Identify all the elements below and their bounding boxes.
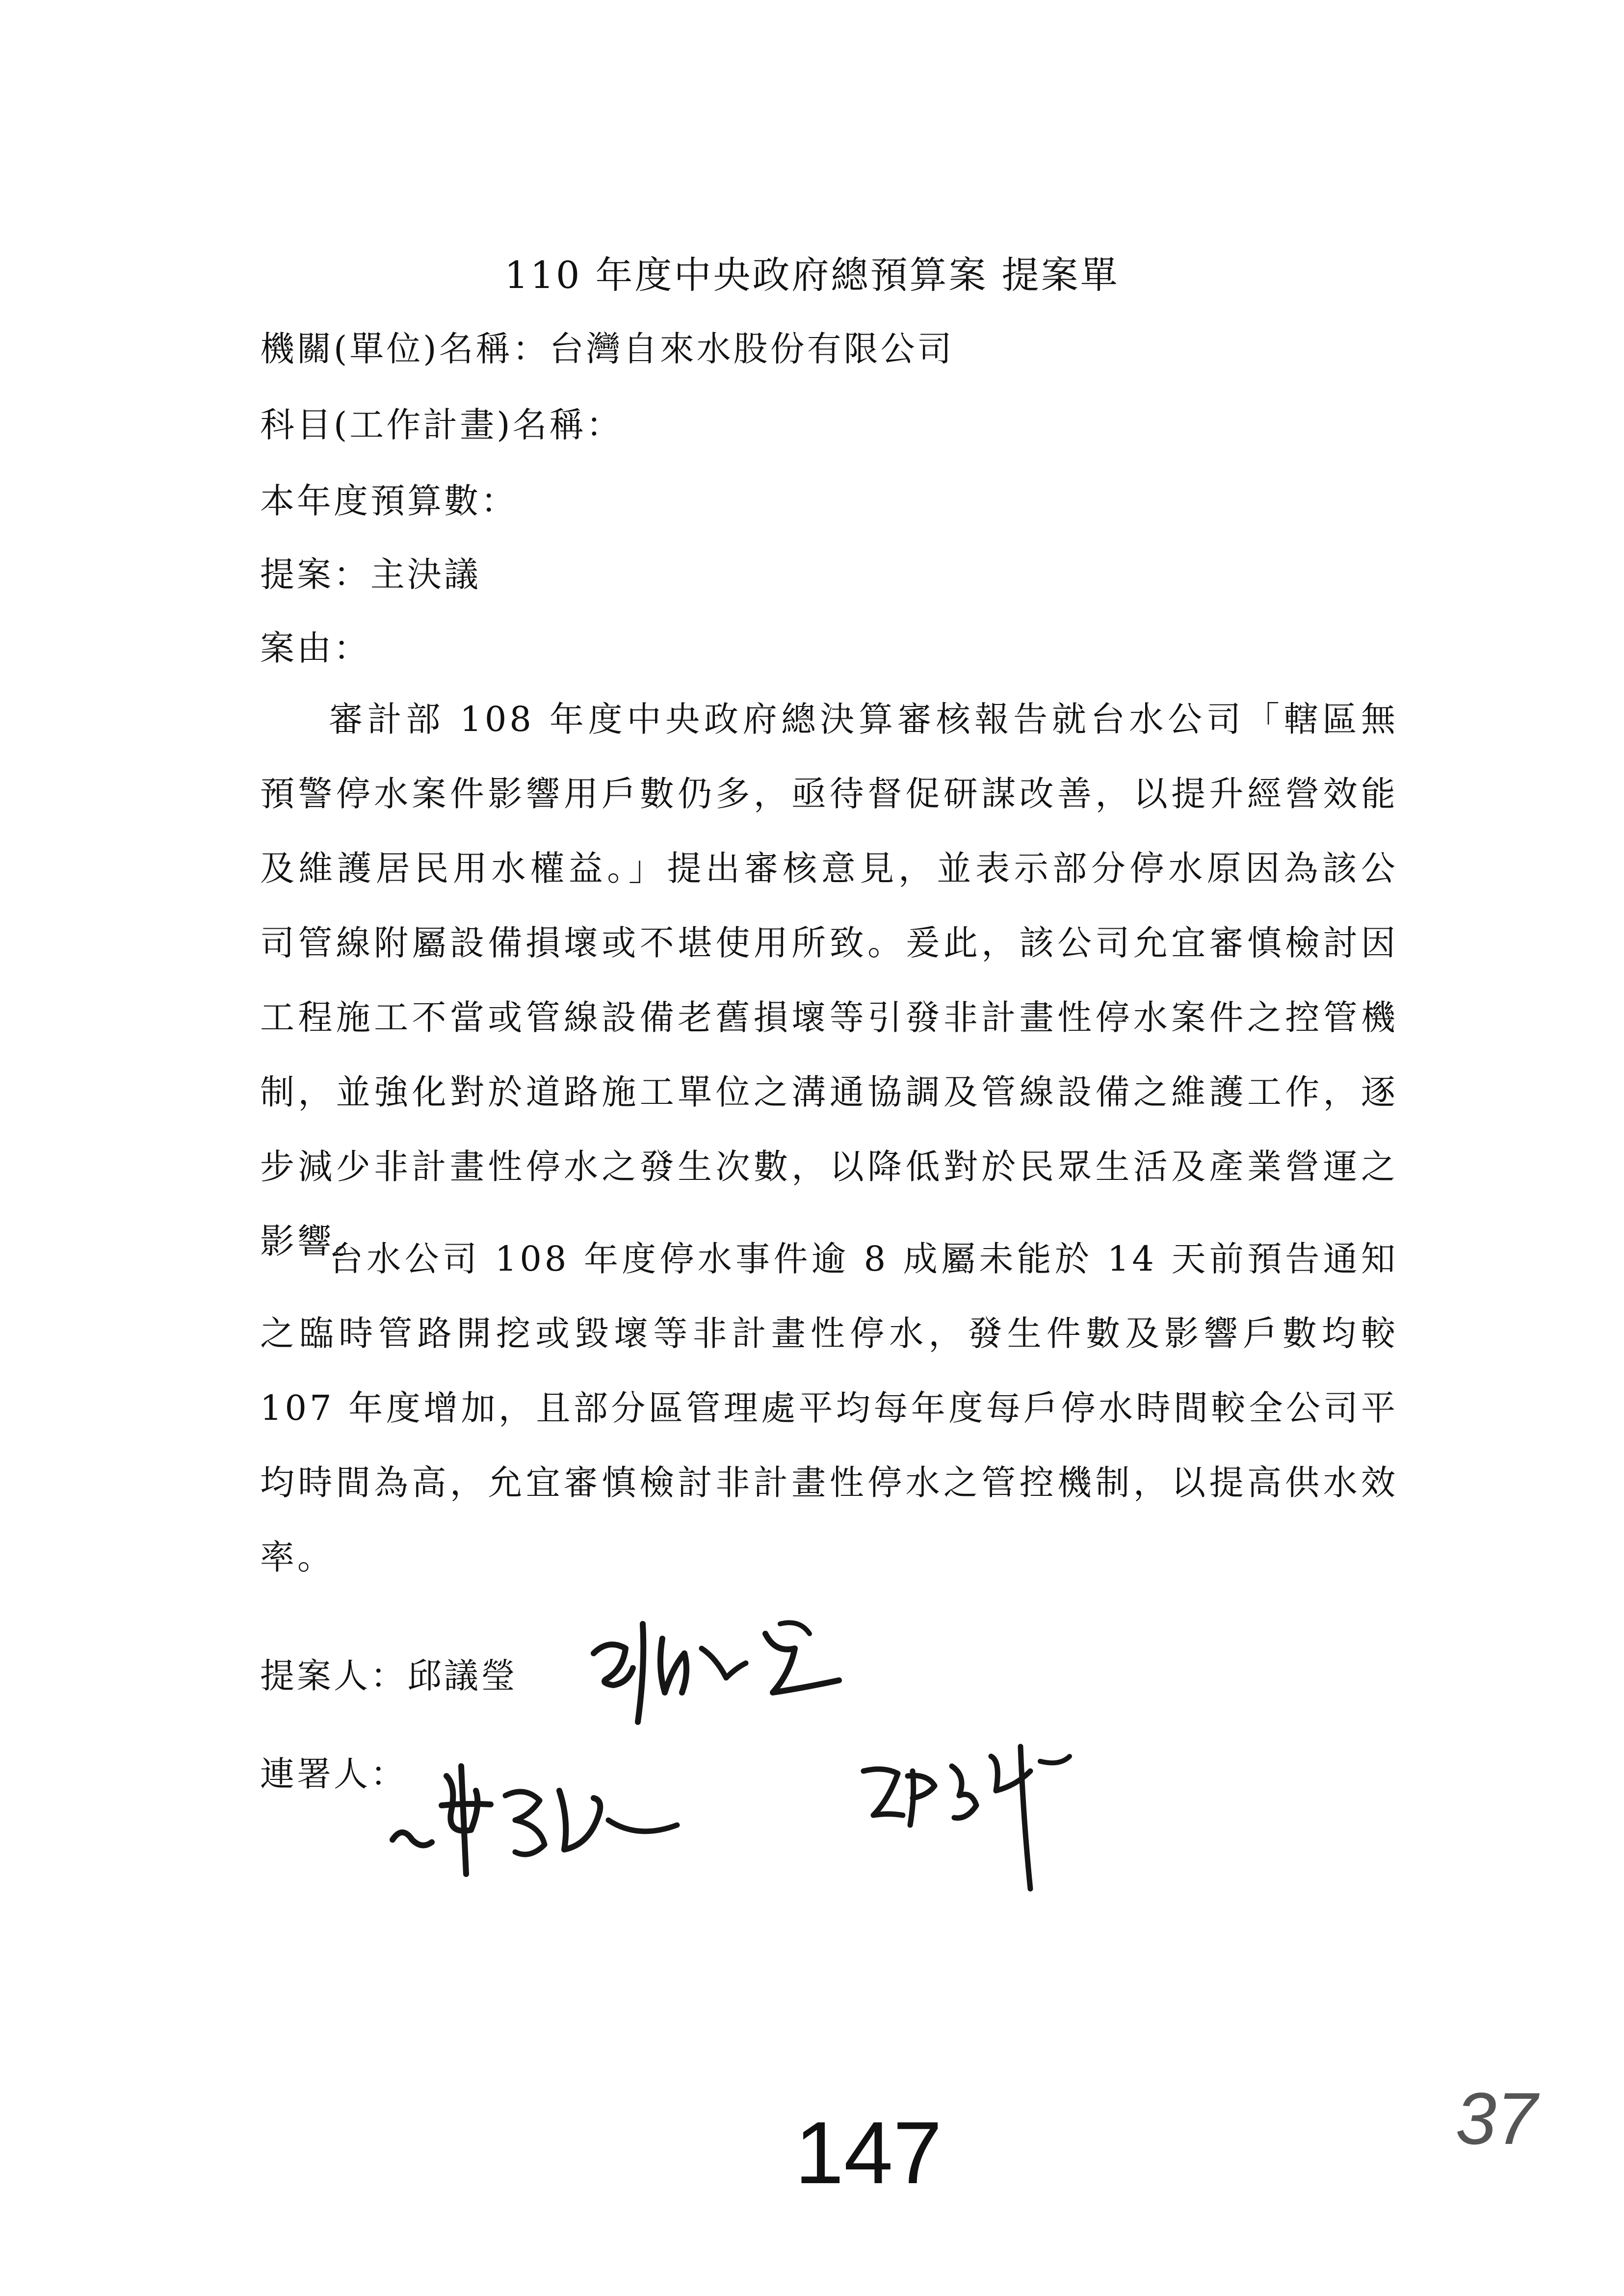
proposal-value: 主決議 bbox=[370, 554, 481, 595]
proposer-label: 提案人： bbox=[260, 1656, 407, 1696]
budget-field bbox=[260, 473, 518, 523]
handwritten-page-number bbox=[795, 2105, 942, 2203]
cosigner-signature-2 bbox=[854, 1727, 1099, 1904]
cosigner-label: 連署人： bbox=[260, 1754, 407, 1794]
agency-value: 台灣自來水股份有限公司 bbox=[549, 329, 954, 369]
reason-label: 案由： bbox=[260, 628, 370, 668]
corner-number-text: 37 bbox=[1455, 2077, 1538, 2160]
agency-label: 機關(單位)名稱： bbox=[260, 329, 550, 369]
handwritten-corner-number bbox=[1438, 2077, 1555, 2173]
proposal-field bbox=[260, 547, 481, 597]
agency-field bbox=[260, 321, 954, 371]
subject-label: 科目(工作計畫)名稱： bbox=[260, 405, 623, 445]
reason-field bbox=[260, 621, 370, 670]
subject-field bbox=[260, 397, 623, 447]
document-title: 110 年度中央政府總預算案 提案單 bbox=[504, 253, 1120, 297]
page-number-text: 147 bbox=[794, 2104, 943, 2202]
reason-paragraph-1: 審計部 108 年度中央政府總決算審核報告就台水公司「轄區無預警停水案件影響用戶數仍多，亟待督促研謀改善，以提升經營效能及維護居民用水權益。」提出審核意見，並表示部分停水原因為該公司管線附屬設備損壞或不堪使用所致。爰此，該公司允宜審慎檢討因工程施工不當或管線設備老舊損壞等引發非計畫性停水案件之控管機制，並強化對於道路施工單位之溝通協調及管線設備之維護工作，逐步減少非計畫性停水之發生次數，以降低對於民眾生活及產業營運之影響。 bbox=[260, 699, 1398, 1261]
reason-paragraph-2: 台水公司 108 年度停水事件逾 8 成屬未能於 14 天前預告通知之臨時管路開挖或毀壞等非計畫性停水，發生件數及影響戶數均較 107 年度增加，且部分區管理處平均每年度每戶停水時間較全公司平均時間為高，允宜審慎檢討非計畫性停水之管控機制，以提高供水效率。 bbox=[260, 1239, 1398, 1577]
budget-label: 本年度預算數： bbox=[260, 481, 518, 521]
proposal-label: 提案： bbox=[260, 554, 370, 595]
cosigner-signature-1 bbox=[383, 1747, 687, 1894]
proposer-signature bbox=[579, 1594, 854, 1742]
proposer-name: 邱議瑩 bbox=[407, 1656, 518, 1696]
proposer-line bbox=[260, 1648, 518, 1698]
